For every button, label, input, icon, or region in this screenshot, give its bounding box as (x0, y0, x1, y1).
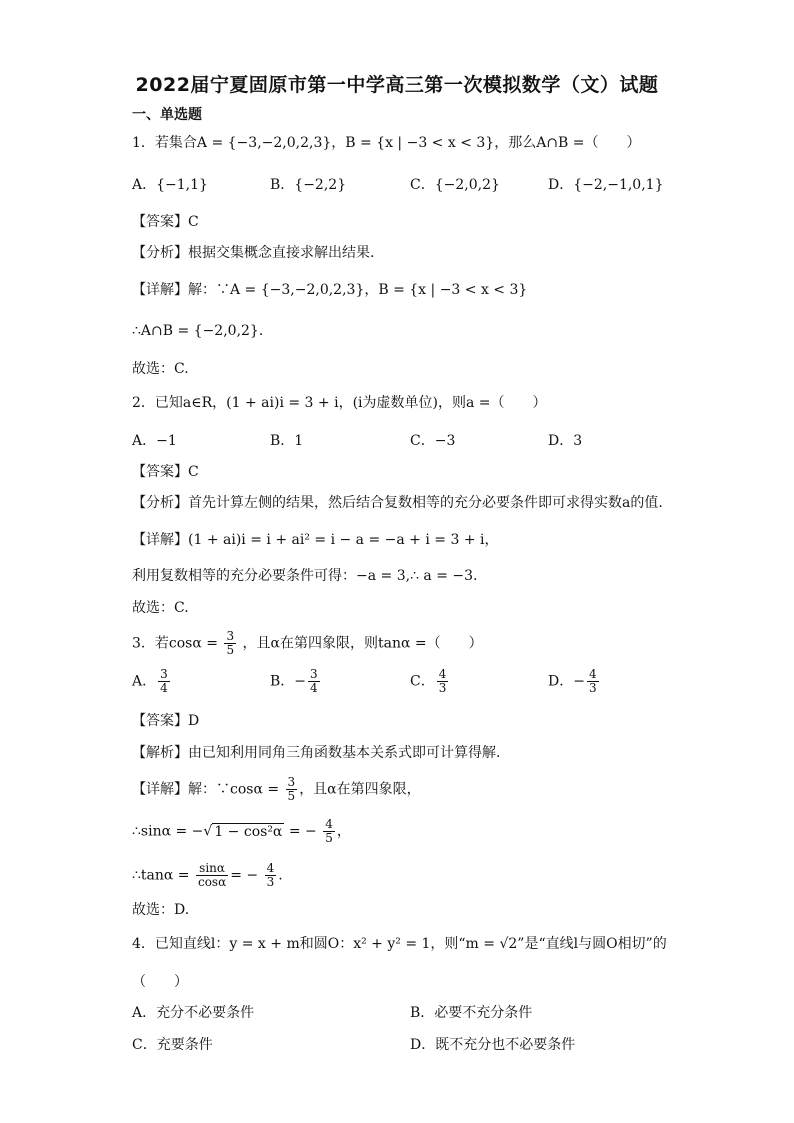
q3-stem-pre: 3．若cosα = (132, 635, 218, 652)
q3-stem (132, 630, 483, 657)
q1-choose: 故选：C. (132, 361, 189, 377)
q2-option-b: B．1 (270, 433, 304, 449)
denominator: 4 (160, 681, 168, 695)
q1-option-d: D．{−2,−1,0,1} (548, 177, 664, 193)
q3-detail-2: ∴sinα = −√ 1 − cos²α = − $\frac{4}{5}$ ， (132, 817, 351, 845)
q2-option-a: A．−1 (132, 433, 177, 449)
q4-option-a: A．充分不必要条件 (132, 1005, 255, 1021)
numerator: sinα (196, 862, 228, 876)
q3-option-c (410, 668, 450, 695)
detail-tag: 【详解】 (132, 781, 188, 798)
denominator: 4 (310, 681, 318, 695)
q3-detail (132, 776, 421, 803)
detail-eq: = − (230, 867, 259, 884)
q3-option-d (548, 668, 601, 695)
detail-text: (1 + ai)i = i + ai² = i − a = −a + i = 3 + i， (188, 532, 499, 548)
analysis-text: 由已知利用同角三角函数基本关系式即可计算得解. (188, 745, 501, 761)
q1-detail-2: ∴A∩B = {−2,0,2}. (132, 323, 264, 339)
q1-stem: 1．若集合A = {−3,−2,0,2,3}，B = {x | −3 < x < 3}，那么A∩B =（ ） (132, 135, 641, 151)
q3-option-b (270, 668, 322, 695)
fraction (158, 668, 170, 695)
section-heading: 一、单选题 (132, 107, 202, 123)
q3-answer (132, 712, 199, 730)
q3-option-a (132, 668, 172, 695)
numerator: 3 (310, 667, 318, 681)
analysis-tag: 【分析】 (132, 245, 188, 261)
numerator: 3 (160, 667, 168, 681)
sign: − (573, 673, 585, 690)
q2-analysis (132, 494, 663, 512)
q2-answer (132, 463, 199, 481)
denominator: 3 (438, 681, 447, 695)
fraction (308, 668, 320, 695)
detail-eq: = − (284, 823, 317, 840)
fraction (196, 862, 228, 889)
analysis-text: 根据交集概念直接求解出结果. (188, 245, 375, 261)
numerator: 4 (266, 861, 275, 875)
q3-analysis (132, 744, 500, 762)
label: D． (548, 673, 574, 690)
answer-tag: 【答案】 (132, 464, 188, 480)
sign: − (294, 673, 307, 690)
denominator: 5 (287, 789, 296, 803)
q1-option-a: A．{−1,1} (132, 177, 208, 193)
answer-tag: 【答案】 (132, 214, 188, 230)
q3-stem-post: ，且α在第四象限，则tanα =（ ） (242, 635, 483, 652)
answer-value: D (188, 713, 200, 729)
analysis-tag: 【解析】 (132, 745, 188, 761)
q4-stem: 4．已知直线l：y = x + m和圆O：x² + y² = 1，则“m = √2”是“直线l与圆O相切”的 (132, 936, 667, 952)
denominator: 5 (325, 831, 333, 845)
answer-value: C (188, 214, 199, 230)
label: A． (132, 673, 157, 690)
detail-post: . (278, 867, 283, 884)
q1-option-c: C．{−2,0,2} (410, 177, 500, 193)
fraction (286, 776, 298, 803)
q4-option-d: D．既不充分也不必要条件 (410, 1037, 576, 1053)
q2-option-c: C．−3 (410, 433, 456, 449)
detail-post: ， (336, 823, 351, 840)
q2-choose: 故选：C. (132, 600, 189, 616)
detail-tag: 【详解】 (132, 282, 188, 298)
page-title: 2022届宁夏固原市第一中学高三第一次模拟数学（文）试题 (135, 74, 659, 96)
numerator: 4 (588, 667, 597, 681)
q3-detail-3 (132, 862, 283, 889)
detail-pre: ∴tanα = (132, 867, 190, 884)
q3-choose: 故选：D. (132, 902, 190, 918)
numerator: 4 (325, 817, 333, 831)
analysis-tag: 【分析】 (132, 495, 188, 511)
numerator: 4 (438, 667, 447, 681)
label: B． (270, 673, 295, 690)
q2-option-d: D．3 (548, 433, 583, 449)
q4-option-b: B．必要不充分条件 (410, 1005, 533, 1021)
detail-text: 解：∵A = {−3,−2,0,2,3}，B = {x | −3 < x < 3} (188, 282, 528, 298)
q4-option-c: C．充要条件 (132, 1037, 213, 1053)
detail-pre: 解：∵cosα = (188, 781, 280, 798)
denominator: 3 (588, 681, 597, 695)
q1-option-b: B．{−2,2} (270, 177, 347, 193)
q2-detail-2: 利用复数相等的充分必要条件可得：−a = 3,∴ a = −3. (132, 568, 478, 584)
detail-pre: ∴sinα = − (132, 823, 204, 840)
answer-tag: 【答案】 (132, 713, 188, 729)
denominator: cosα (197, 875, 227, 889)
answer-value: C (188, 464, 199, 480)
detail-post: ，且α在第四象限， (299, 781, 421, 798)
label: C． (410, 673, 435, 690)
q3-stem-fraction (224, 630, 236, 657)
q1-answer (132, 213, 199, 231)
q4-paren: （ ） (132, 974, 188, 990)
fraction (265, 862, 277, 889)
q1-analysis (132, 244, 374, 262)
q2-stem: 2．已知a∈R，(1 + ai)i = 3 + i，(i为虚数单位)，则a =（ ） (132, 395, 547, 411)
fraction (437, 668, 449, 695)
numerator: 3 (226, 629, 235, 643)
fraction (323, 818, 335, 845)
detail-tag: 【详解】 (132, 532, 188, 548)
q2-detail (132, 531, 499, 549)
fraction (587, 668, 599, 695)
radicand: 1 − cos²α (214, 823, 283, 840)
numerator: 3 (287, 775, 296, 789)
denominator: 3 (266, 875, 275, 889)
denominator: 5 (226, 643, 235, 657)
q1-detail (132, 281, 527, 299)
analysis-text: 首先计算左侧的结果，然后结合复数相等的充分必要条件即可求得实数a的值. (188, 495, 663, 511)
